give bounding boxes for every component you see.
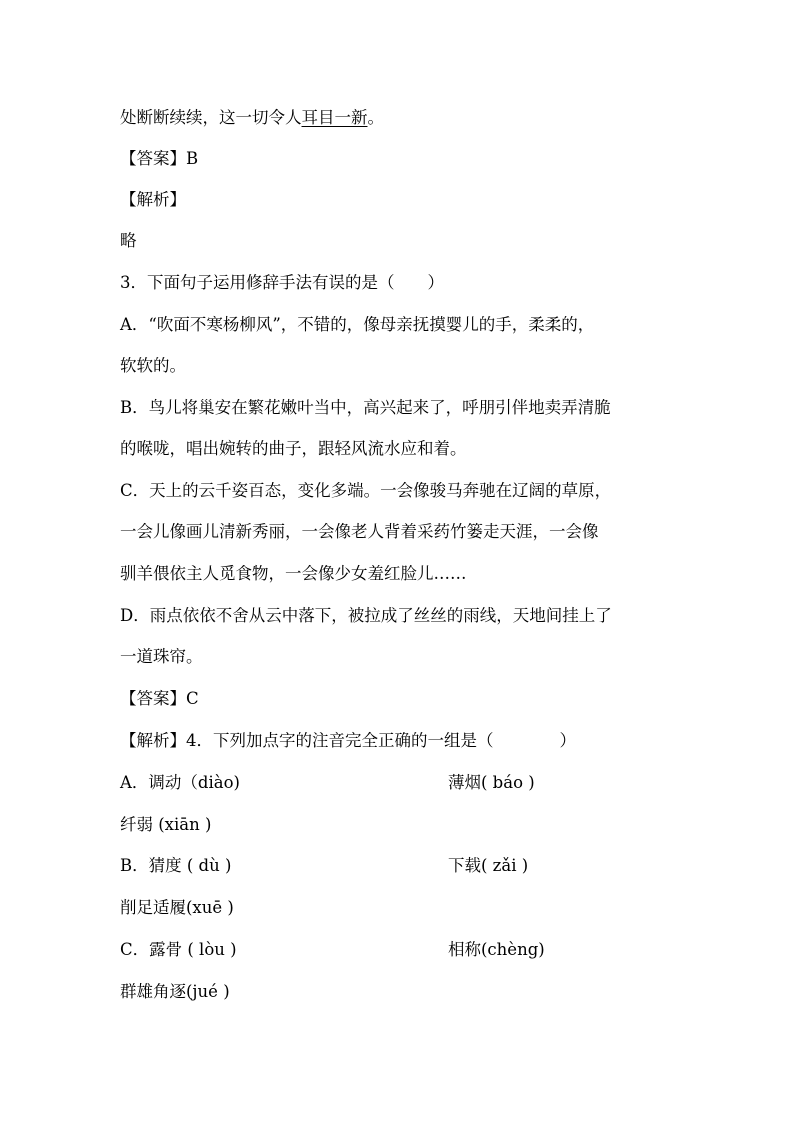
q3-option-a-line2: 软软的。: [120, 356, 186, 375]
q3-answer: 【答案】C: [120, 689, 199, 708]
q2-answer: 【答案】B: [120, 149, 199, 168]
intro-suffix: 。: [367, 108, 384, 127]
q4-option-a-item1: A．调动（diào): [120, 773, 240, 792]
q4-stem: 【解析】4．下列加点字的注音完全正确的一组是（ ）: [120, 731, 576, 750]
intro-line: [120, 106, 384, 130]
q4-option-c-item3: 群雄角逐(jué ): [120, 982, 230, 1001]
q4-option-c-item2: 相称(chèng): [448, 940, 545, 959]
q3-option-b-line2: 的喉咙，唱出婉转的曲子，跟轻风流水应和着。: [120, 439, 467, 458]
q3-option-d-line1: D．雨点依依不舍从云中落下，被拉成了丝丝的雨线，天地间挂上了: [120, 606, 612, 625]
q4-option-a-item2: 薄烟( báo ): [448, 773, 535, 792]
q3-option-d-line2: 一道珠帘。: [120, 647, 203, 666]
q3-option-a-line1: A．“吹面不寒杨柳风”，不错的，像母亲抚摸婴儿的手，柔柔的，: [120, 315, 595, 334]
intro-underlined-phrase: 耳目一新: [301, 108, 368, 127]
q3-option-c-line1: C．天上的云千姿百态，变化多端。一会像骏马奔驰在辽阔的草原，: [120, 481, 612, 500]
q3-option-b-line1: B．鸟儿将巢安在繁花嫩叶当中，高兴起来了，呼朋引伴地卖弄清脆: [120, 398, 611, 417]
q4-option-b-item3: 削足适履(xuē ): [120, 898, 234, 917]
q3-option-c-line2: 一会儿像画儿清新秀丽，一会像老人背着采药竹篓走天涯，一会像: [120, 522, 599, 541]
q3-stem: 3．下面句子运用修辞手法有误的是（ ）: [120, 273, 444, 292]
q2-analysis-label: 【解析】: [120, 190, 186, 209]
q2-analysis: 略: [120, 231, 137, 250]
q4-option-b-item2: 下载( zǎi ): [448, 856, 529, 875]
q4-option-b-item1: B．猜度 ( dù ): [120, 856, 232, 875]
q4-option-a-item3: 纤弱 (xiān ): [120, 815, 212, 834]
intro-prefix: 处断断续续，这一切令人: [120, 108, 302, 127]
q4-option-c-item1: C．露骨 ( lòu ): [120, 940, 237, 959]
q3-option-c-line3: 驯羊偎依主人觅食物，一会像少女羞红脸儿……: [120, 564, 467, 583]
